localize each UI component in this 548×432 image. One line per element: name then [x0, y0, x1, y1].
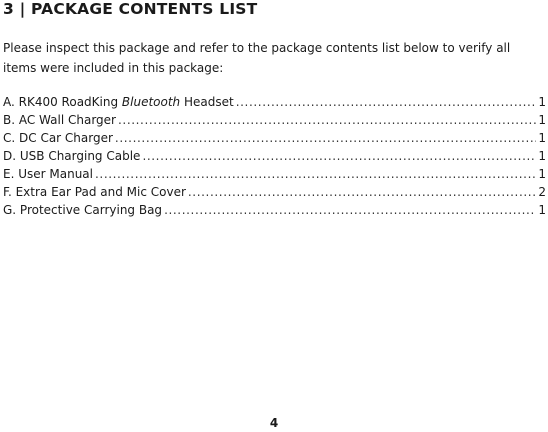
item-quantity: 1	[538, 167, 546, 181]
list-item	[3, 201, 546, 219]
list-item	[3, 93, 546, 111]
dot-leader	[142, 147, 536, 165]
list-item	[3, 147, 546, 165]
section-heading: 3 | PACKAGE CONTENTS LIST	[3, 0, 258, 18]
list-item	[3, 111, 546, 129]
item-quantity: 1	[538, 113, 546, 127]
dot-leader	[115, 129, 536, 147]
dot-leader	[188, 183, 536, 201]
dot-leader	[95, 165, 536, 183]
item-label: C. DC Car Charger	[3, 131, 113, 145]
list-item	[3, 165, 546, 183]
item-quantity: 1	[538, 149, 546, 163]
item-label: F. Extra Ear Pad and Mic Cover	[3, 185, 186, 199]
item-label: E. User Manual	[3, 167, 93, 181]
package-contents-list	[3, 93, 546, 219]
item-label: A. RK400 RoadKing Bluetooth Headset	[3, 95, 234, 109]
item-quantity: 1	[538, 203, 546, 217]
item-quantity: 1	[538, 131, 546, 145]
dot-leader	[118, 111, 536, 129]
item-quantity: 1	[538, 95, 546, 109]
dot-leader	[236, 93, 537, 111]
list-item	[3, 183, 546, 201]
item-label: B. AC Wall Charger	[3, 113, 116, 127]
list-item	[3, 129, 546, 147]
item-label: G. Protective Carrying Bag	[3, 203, 163, 217]
item-quantity: 2	[538, 185, 546, 199]
page-number: 4	[269, 416, 279, 430]
item-label: D. USB Charging Cable	[3, 149, 141, 163]
intro-paragraph: Please inspect this package and refer to the package contents list below to verify all items were included in this package:	[3, 41, 511, 75]
dot-leader	[164, 201, 536, 219]
